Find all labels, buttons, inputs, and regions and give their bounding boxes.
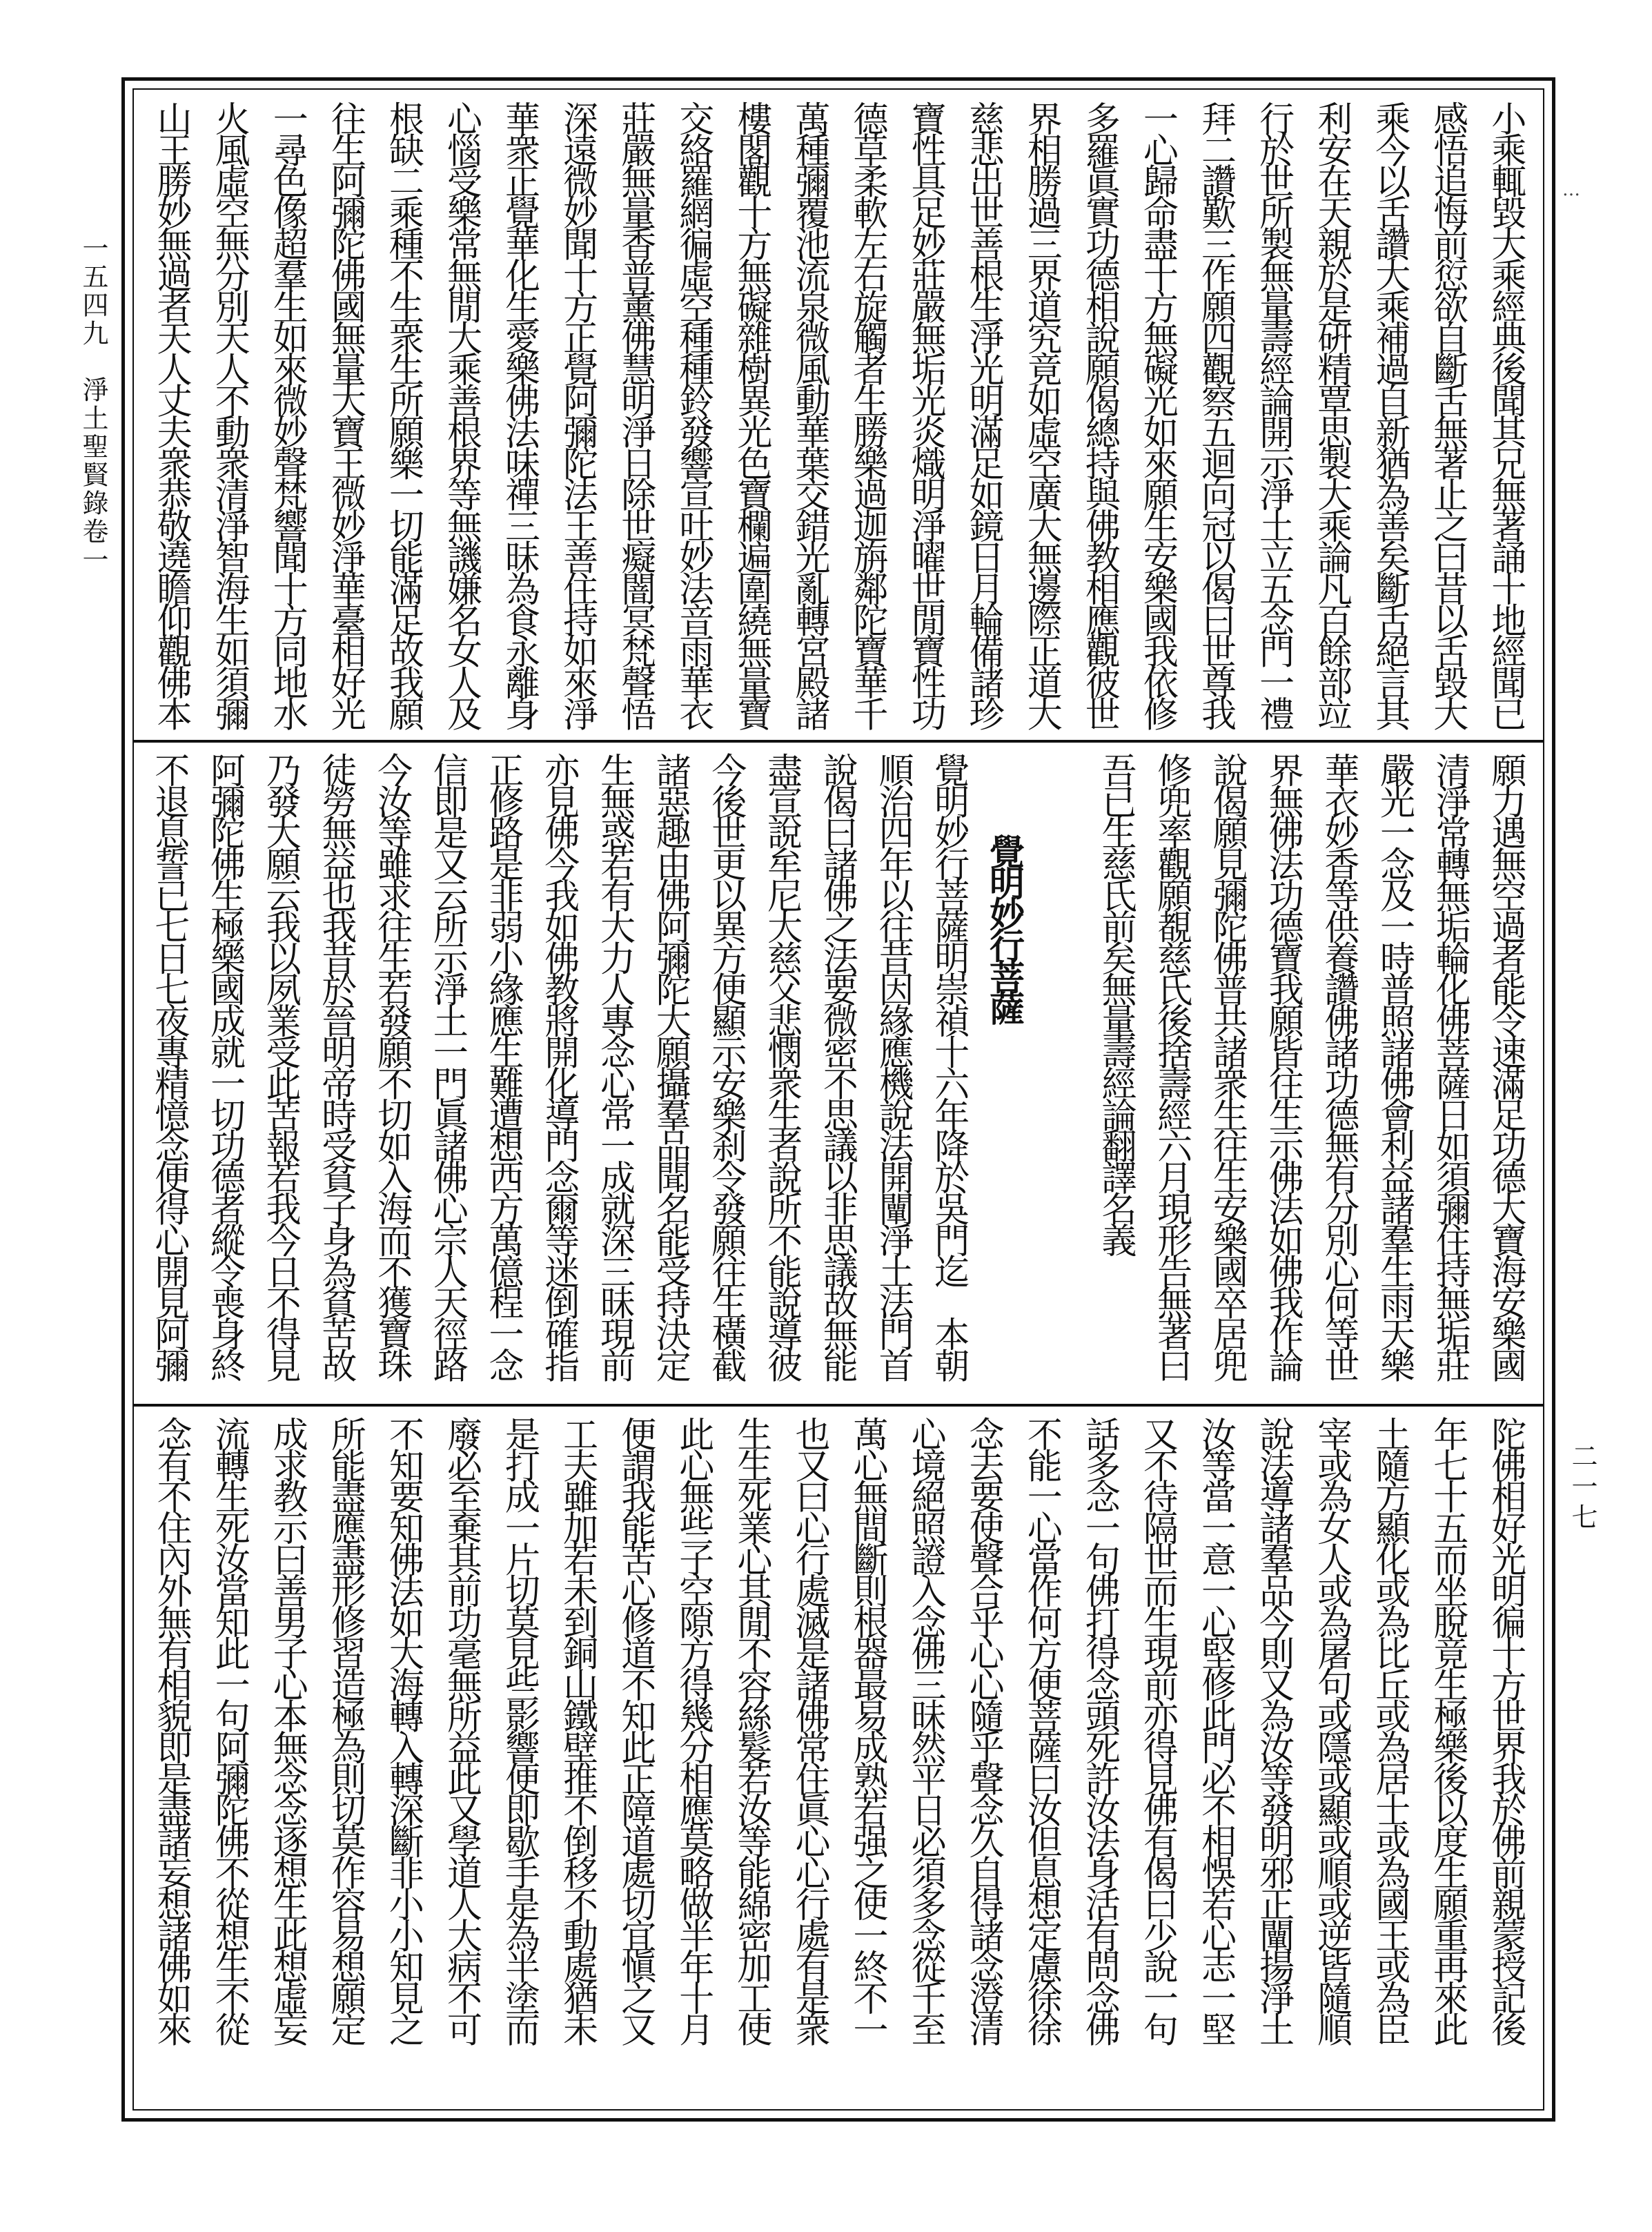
text-column: 說偈願見彌陀佛普共諸衆生往生安樂國卒居兜: [1206, 752, 1248, 1380]
text-column: 念有不住內外無有相貌即是盡諸妄想諸佛如來: [150, 1416, 192, 2044]
text-column: 心境絕照證入念佛三昧然平日必須多念從千至: [905, 1416, 946, 2044]
text-column: 諸惡趣由佛阿彌陀大願攝羣品聞名能受持決定: [649, 752, 691, 1380]
text-column: 德草柔軟左右旋觸者生勝樂過迦旃鄰陀寶華千: [847, 101, 888, 728]
text-column: 不退息誓已七日七夜專精憶念便得心開見阿彌: [148, 752, 189, 1380]
text-column: 多羅眞實功德相說願偈總持與佛教相應觀彼世: [1079, 101, 1120, 728]
text-column: 乃發大願云我以夙業受此苦報若我今日不得見: [259, 752, 301, 1380]
register-middle: [142, 752, 1535, 1396]
text-column: 此心無些子空隙方得幾分相應莫略做半年十月: [672, 1416, 714, 2044]
text-column: 說法導諸羣品今則又為汝等發明邪正闡揚淨土: [1252, 1416, 1294, 2044]
text-column: 火風虛空無分別天人不動衆清淨智海生如須彌: [208, 101, 250, 728]
text-column: 也又曰心行處滅是諸佛常住眞心心行處有是衆: [788, 1416, 829, 2044]
text-column: 乘今以舌讚大乘補過自新猶為善矣斷舌絕言其: [1368, 101, 1410, 728]
text-column: 年七十五而坐脫竟生極樂後以度生願重再來此: [1426, 1416, 1468, 2044]
register-lower: [142, 1416, 1535, 2101]
text-column: 宰或為女人或為屠句或隱或顯或順或逆皆隨順: [1310, 1416, 1352, 2044]
text-column: 所能盡應盡形修習造極為則切莫作容易想願定: [324, 1416, 366, 2044]
text-column: 順治四年以往昔因緣應機說法開闡淨土法門首: [872, 752, 914, 1380]
text-column: 成求教示曰善男子心本無念念逐想生此想虛妄: [266, 1416, 308, 2044]
text-column: 行於世所製無量壽經論開示淨土立五念門一禮: [1252, 101, 1294, 728]
text-column: 說偈曰諸佛之法要微密不思議以非思議故無能: [816, 752, 858, 1380]
text-column: 修兜率觀願覩慈氏後捨壽經六月現形告無著曰: [1150, 752, 1192, 1380]
text-column: 生無惑若有大力人專念心常一成就深三昧現前: [593, 752, 635, 1380]
running-header: 一五四九 淨土聖賢錄卷一: [78, 235, 108, 574]
text-column: 今後世更以異方便顯示安樂刹令發願往生橫截: [705, 752, 746, 1380]
text-column: 盡宣說牟尼大慈父悲憫衆生者說所不能說導彼: [760, 752, 802, 1380]
text-column: 徒勞無益也我昔於晉明帝時受貧子身為貧苦故: [315, 752, 356, 1380]
text-column: 萬心無間斷則根器最易成熟若强之使一終不一: [847, 1416, 888, 2044]
text-column: 又不待隔世而生現前亦得見佛有偈曰少說一句: [1137, 1416, 1178, 2044]
text-column: 清淨常轉無垢輪化佛菩薩日如須彌住持無垢莊: [1429, 752, 1471, 1380]
text-column: 工夫雖加若未到銅山鐵壁推不倒移不動處猶未: [556, 1416, 598, 2044]
text-column: 寶性具足妙莊嚴無垢光炎熾明淨曜世閒寶性功: [905, 101, 946, 728]
text-column: 流轉生死汝當知此一句阿彌陀佛不從想生不從: [208, 1416, 250, 2044]
margin-mark: …: [1561, 179, 1582, 206]
text-column: 便謂我能苦心修道不知此正障道處切宜愼之又: [614, 1416, 656, 2044]
text-column: 拜二讚歎三作願四觀察五迴向冠以偈曰世尊我: [1194, 101, 1236, 728]
text-column: 深遠微妙聞十方正覺阿彌陀法王善住持如來淨: [556, 101, 598, 728]
text-column: 正修路是非弱小緣應生難遭想西方萬億程一念: [482, 752, 524, 1380]
text-column: 慈悲出世善根生淨光明滿足如鏡日月輪備諸珍: [963, 101, 1004, 728]
text-column: 華衆正覺華化生愛樂佛法味禪三昧為食永離身: [498, 101, 540, 728]
text-column: 念去要使聲合乎心心隨乎聲念久自得諸念澄清: [963, 1416, 1004, 2044]
text-column: 吾已生慈氏前矣無量壽經論翻譯名義: [1094, 752, 1136, 1254]
text-column: 話多念一句佛打得念頭死許汝法身活有問念佛: [1079, 1416, 1120, 2044]
text-column: 願力遇無空過者能令速滿足功德大寶海安樂國: [1484, 752, 1526, 1380]
text-column: 土隨方顯化或為比丘或為居士或為國王或為臣: [1368, 1416, 1410, 2044]
text-column: 華衣妙香等供養讚佛諸功德無有分別心何等世: [1317, 752, 1359, 1380]
text-column: 莊嚴無量香普薰佛慧明淨日除世癡闇冥梵聲悟: [614, 101, 656, 728]
text-column: 不能一心當作何方便菩薩曰汝但息想定慮徐徐: [1021, 1416, 1062, 2044]
text-column: 不知要知佛法如大海轉入轉深斷非小小知見之: [382, 1416, 424, 2044]
text-column: 阿彌陀佛生極樂國成就一切功德者縱令喪身終: [204, 752, 245, 1380]
text-column: 根缺二乘種不生衆生所願樂一切能滿足故我願: [382, 101, 424, 728]
text-column: 往生阿彌陀佛國無量大寶王微妙淨華臺相好光: [324, 101, 366, 728]
text-column: 嚴光一念及一時普照諸佛會利益諸羣生雨天樂: [1373, 752, 1415, 1380]
text-column: 廢必至棄其前功毫無所益此又學道人大病不可: [440, 1416, 482, 2044]
text-column: 界相勝過三界道究竟如虛空廣大無邊際正道大: [1021, 101, 1062, 728]
text-column: 一心歸命盡十方無礙光如來願生安樂國我依修: [1137, 101, 1178, 728]
text-column: 覺明妙行菩薩明崇禎十六年降於吳門迄 本朝: [927, 752, 969, 1380]
text-column: 小乘輒毀大乘經典後聞其兄無著誦十地經聞已: [1484, 101, 1526, 728]
text-column: 汝等當一意一心堅修此門必不相悞若心志一堅: [1194, 1416, 1236, 2044]
text-column: 山王勝妙無過者天人丈夫衆恭敬遶瞻仰觀佛本: [150, 101, 192, 728]
page-number: 二一七: [1567, 1442, 1597, 1534]
text-column: 信即是又云所示淨土一門眞諸佛心宗人天徑路: [426, 752, 468, 1380]
text-column: 界無佛法功德寶我願皆往生示佛法如佛我作論: [1262, 752, 1304, 1380]
text-column: 一尋色像超羣生如來微妙聲梵響聞十方同地水: [266, 101, 308, 728]
text-column: 利安在天親於是硏精覃思製大乘論凡百餘部竝: [1310, 101, 1352, 728]
text-column: 陀佛相好光明徧十方世界我於佛前親蒙授記後: [1484, 1416, 1526, 2044]
text-column: 今汝等雖求往生若發願不切如入海而不獲寶珠: [371, 752, 412, 1380]
text-column: 是打成一片切莫見些影響便即歇手是為半塗而: [498, 1416, 540, 2044]
register-divider-lower: [132, 1404, 1544, 1407]
register-divider-upper: [132, 740, 1544, 743]
text-column: 萬種彌覆池流泉微風動華葉交錯光亂轉宮殿諸: [788, 101, 829, 728]
register-upper: [142, 101, 1535, 732]
text-column: 生生死業心其閒不容絲髮若汝等能綿密加工使: [730, 1416, 771, 2044]
text-column: 亦見佛今我如佛教將開化導門念爾等迷倒確指: [538, 752, 579, 1380]
text-column: 樓閣觀十方無礙雜樹異光色寶欄遍圍繞無量寶: [730, 101, 771, 728]
section-heading: 覺明妙行菩薩: [983, 834, 1025, 1022]
text-column: [1034, 752, 1090, 1396]
text-column: 感悟追悔前愆欲自斷舌無著止之曰昔以舌毀大: [1426, 101, 1468, 728]
text-column: 交絡羅網徧虛空種種鈴發響宣吐妙法音雨華衣: [672, 101, 714, 728]
text-column: 心惱受樂常無閒大乘善根界等無譏嫌名女人及: [440, 101, 482, 728]
